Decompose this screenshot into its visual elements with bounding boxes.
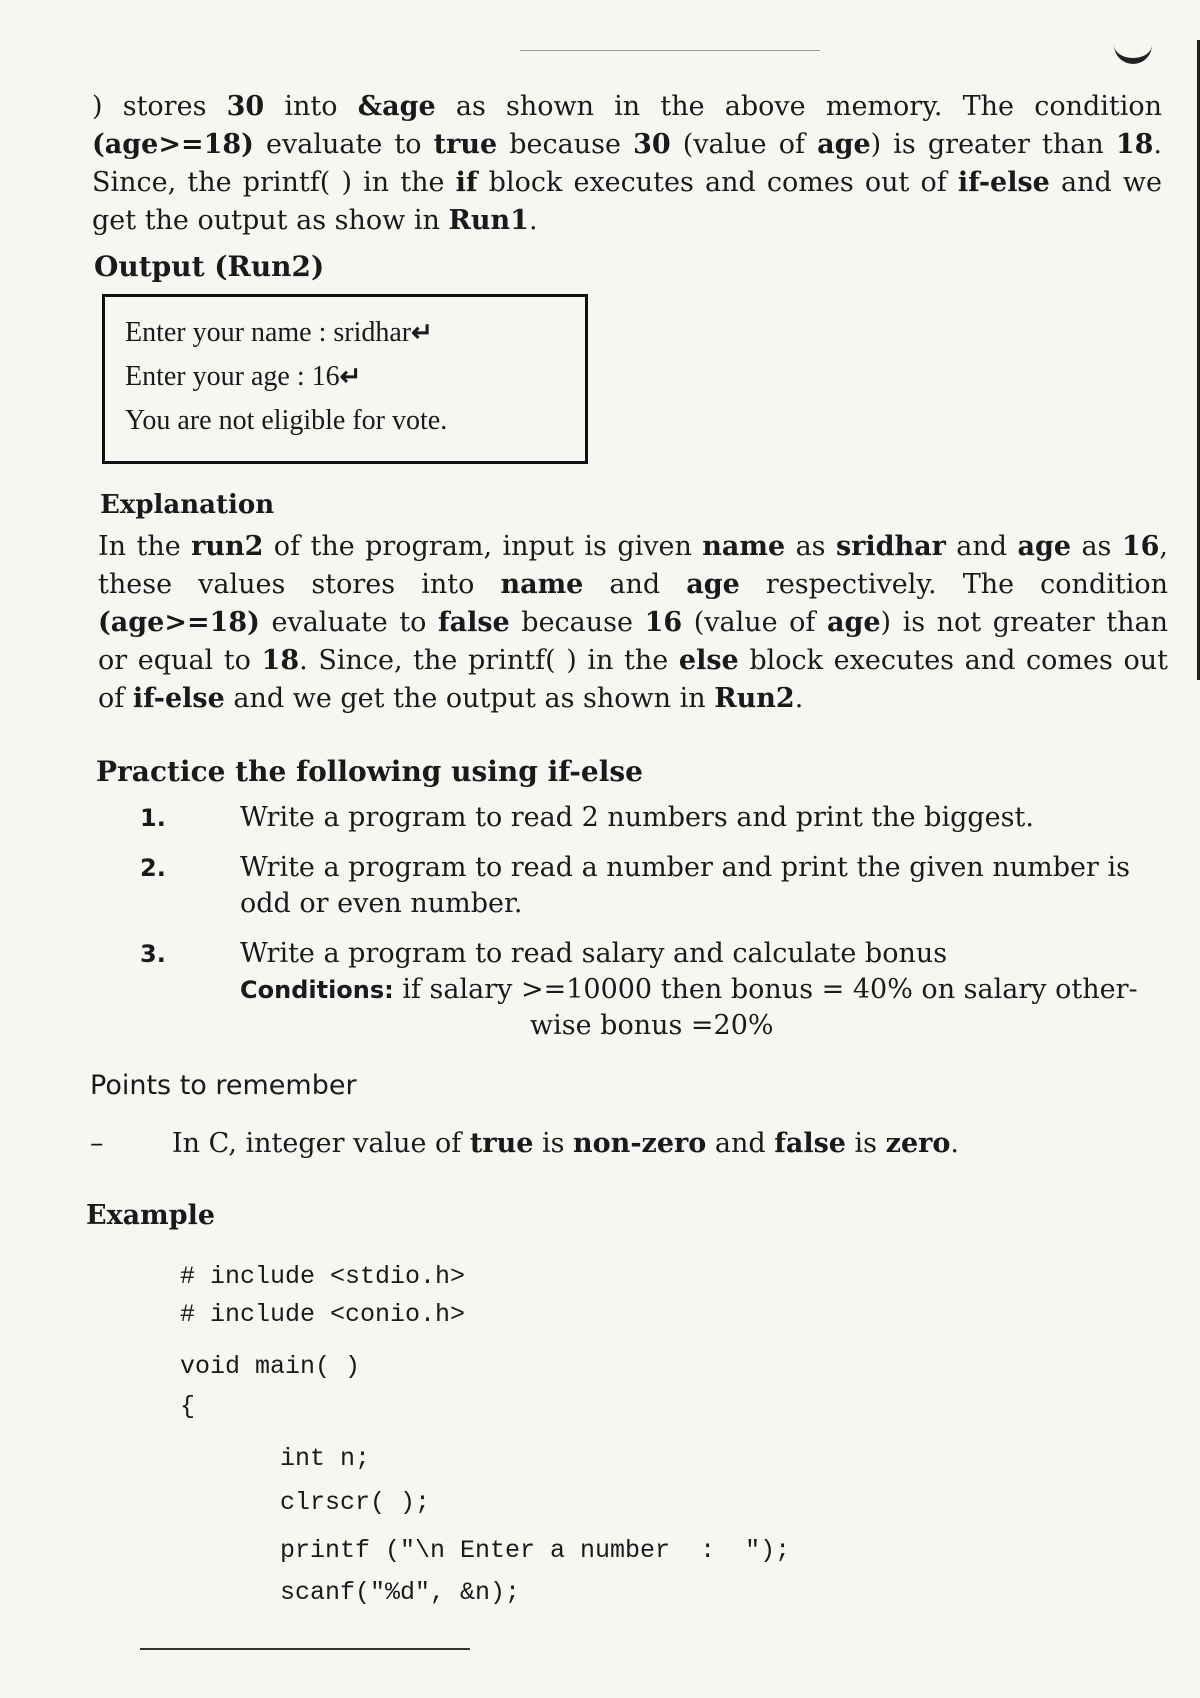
- code-line: # include <conio.h>: [180, 1300, 466, 1329]
- explanation-heading: Explanation: [100, 490, 275, 520]
- output-heading: Output (Run2): [94, 250, 325, 283]
- code-line: printf ("\n Enter a number : ");: [280, 1536, 791, 1565]
- code-line: void main( ): [180, 1352, 361, 1381]
- dash-bullet: –: [90, 1128, 104, 1159]
- list-text: Write a program to read a number and print the given number is odd or even number.: [240, 852, 1130, 919]
- code-line: scanf("%d", &n);: [280, 1578, 521, 1607]
- example-heading: Example: [86, 1200, 216, 1231]
- enter-key-icon: ↵: [411, 318, 433, 347]
- bottom-rule: [140, 1648, 470, 1650]
- practice-list: [140, 800, 1170, 1044]
- points-heading: Points to remember: [90, 1070, 357, 1101]
- paragraph-run2-explanation: In the run2 of the program, input is given name as sridhar and age as 16, these values stores into name and age respectively. The condition (age>=18) evaluate to false because 16 (value of age) is not greater than or equal to 18. Since, the printf( ) in the else block executes and comes out of if-else and we get the output as shown in Run2.: [98, 531, 1169, 714]
- output-line-1: Enter your name : sridhar↵: [125, 317, 433, 348]
- list-item: [140, 936, 1170, 972]
- code-line: clrscr( );: [280, 1488, 431, 1517]
- output-box: [102, 294, 588, 464]
- point-item: [90, 1128, 959, 1159]
- conditions-line: Conditions: if salary >=10000 then bonus = 40% on salary other-: [240, 974, 1138, 1005]
- practice-heading: Practice the following using if-else: [96, 755, 643, 788]
- list-item: [140, 850, 1170, 922]
- output-line-3: You are not eligible for vote.: [125, 405, 448, 436]
- list-number: 3.: [140, 940, 166, 968]
- conditions-continuation: wise bonus =20%: [530, 1010, 774, 1041]
- code-line: int n;: [280, 1444, 371, 1473]
- code-line: # include <stdio.h>: [180, 1262, 466, 1291]
- list-text: Write a program to read 2 numbers and print the biggest.: [240, 802, 1034, 833]
- output-line-2: Enter your age : 16↵: [125, 361, 362, 392]
- paragraph-run1-explanation: ) stores 30 into &age as shown in the above memory. The condition (age>=18) evaluate to true because 30 (value of age) is greater than 18. Since, the printf( ) in the if block executes and comes out of if-else and we get the output as show in Run1.: [92, 91, 1163, 236]
- list-number: 2.: [140, 854, 166, 882]
- list-item: [140, 800, 1170, 836]
- point-text: In C, integer value of true is non-zero and false is zero.: [172, 1128, 959, 1159]
- enter-key-icon: ↵: [339, 362, 362, 391]
- code-line: {: [180, 1392, 196, 1421]
- list-number: 1.: [140, 804, 166, 832]
- top-rule: [520, 50, 820, 51]
- list-text: Write a program to read salary and calculate bonus: [240, 938, 948, 969]
- corner-mark: [1114, 44, 1152, 64]
